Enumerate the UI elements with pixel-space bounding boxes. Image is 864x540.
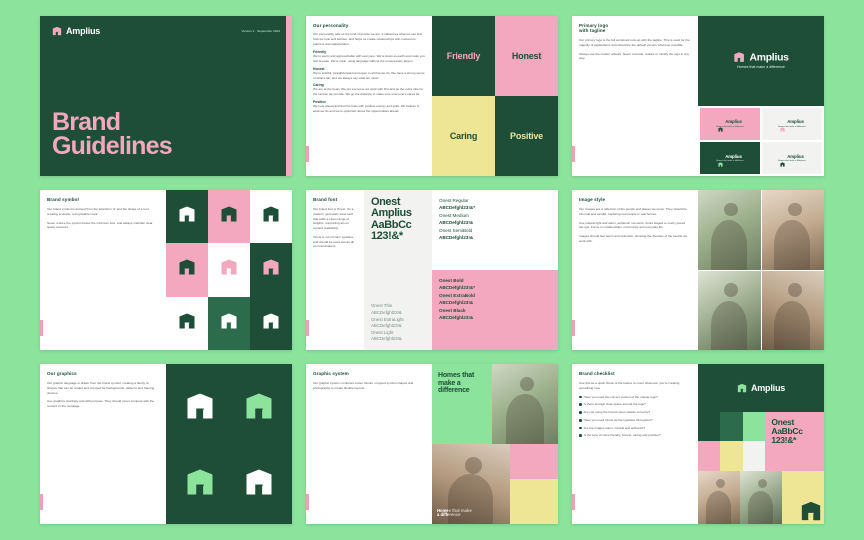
primary-logo-body: Our primary logo is the full wordmark lock-up with the tagline. This is used for the majority of applications and should be the default version wherever possible. bbox=[579, 38, 690, 47]
symbol-cell-8 bbox=[208, 297, 250, 350]
amplius-symbol-icon bbox=[262, 205, 280, 228]
weight-label-extralight: Onest ExtraLight bbox=[370, 316, 404, 322]
graphic-system-caption bbox=[437, 509, 472, 518]
image-style-label: Image style bbox=[579, 197, 606, 202]
amplius-symbol-icon bbox=[178, 312, 196, 335]
graphic-system-label: Graphic system bbox=[313, 371, 349, 376]
page-edge-tab bbox=[40, 494, 43, 510]
primary-logo-hero bbox=[698, 16, 824, 106]
checklist-type-line3: 123!&* bbox=[771, 434, 797, 445]
brand-symbol-label: Brand symbol bbox=[47, 197, 79, 202]
trait-name-3: Positive bbox=[313, 100, 327, 105]
variant-tagline-2: Homes that make a difference bbox=[716, 160, 744, 163]
brand-font-weights-page bbox=[432, 190, 558, 350]
logo-variant-grid bbox=[698, 106, 824, 176]
amplius-symbol-icon bbox=[262, 258, 280, 281]
cover-title-line2: Guidelines bbox=[52, 132, 172, 160]
graphic-shape-4 bbox=[233, 448, 284, 516]
spread-brand-symbol[interactable] bbox=[40, 190, 292, 350]
graphic-system-text-page bbox=[306, 364, 432, 524]
hero-tagline: Homes that make a difference bbox=[737, 65, 785, 70]
hero-wordmark: Amplius bbox=[749, 51, 789, 64]
weight-label-black: Onest Black bbox=[439, 307, 466, 313]
colour-swatch-3 bbox=[743, 412, 765, 441]
graphics-visual-page bbox=[166, 364, 292, 524]
checklist-visual-page bbox=[698, 364, 824, 524]
symbol-cell-4 bbox=[166, 243, 208, 296]
logo-variant-green bbox=[700, 142, 760, 174]
amplius-symbol-icon bbox=[800, 500, 822, 522]
cover-title bbox=[52, 110, 172, 158]
weight-label-regular: Onest Regular bbox=[439, 198, 469, 203]
variant-wordmark-1: Amplius bbox=[787, 119, 804, 125]
amplius-symbol-icon bbox=[220, 205, 238, 228]
hero-logo-lockup bbox=[733, 52, 788, 64]
amplius-symbol-icon bbox=[185, 467, 215, 497]
yellow-accent-panel bbox=[782, 471, 824, 524]
checklist-item bbox=[579, 433, 691, 438]
photo-thumbnail-4 bbox=[762, 271, 825, 351]
cover-page bbox=[40, 16, 292, 176]
checklist-item bbox=[579, 410, 691, 415]
weight-label-medium: Onest Medium bbox=[439, 212, 469, 218]
personality-text-page bbox=[306, 16, 432, 176]
checklist-text-page bbox=[572, 364, 698, 524]
type-specimen-line2: Amplius bbox=[370, 207, 412, 220]
photo-thumbnail-1 bbox=[698, 190, 761, 270]
brand-font-text-page bbox=[306, 190, 364, 350]
checklist-item-text: Are the images warm, natural and authentic? bbox=[583, 425, 646, 430]
checklist-item bbox=[579, 426, 691, 431]
colour-swatch-5 bbox=[720, 441, 742, 470]
symbol-cell-1 bbox=[166, 190, 208, 243]
amplius-symbol-icon bbox=[718, 119, 723, 124]
trait-desc-1: We're truthful, straightforward and open in all that we do. We have a strong sense of what's fair, and we always say what we mean. bbox=[313, 70, 425, 80]
symbol-cell-2 bbox=[208, 190, 250, 243]
image-style-body: Our images are a reflection of the people and places we serve. They should be informal and candid, capturing real people in real homes. bbox=[579, 207, 687, 216]
trait-name-1: Honest bbox=[313, 66, 325, 71]
primary-logo-label-line2: with tagline bbox=[579, 28, 606, 33]
trait-name-2: Caring bbox=[313, 83, 324, 88]
amplius-symbol-icon bbox=[52, 26, 62, 36]
bullet-icon bbox=[579, 396, 582, 399]
amplius-symbol-icon bbox=[185, 391, 215, 421]
trait-desc-2: We are at the heart. We put everyone we work with first and go the extra mile for the service we provide. We go the distance to make sure everyone's cared for. bbox=[313, 87, 424, 97]
trait-desc-3: We look ahead and find the links with positive energy and spirit. We believe in what we do and we're optimistic about the opportunities ahead. bbox=[313, 104, 420, 113]
weight-sample-black: ABCDefghl23!& bbox=[439, 315, 474, 321]
photo-thumbnail-family bbox=[492, 364, 558, 444]
caption-line1: Homes that make bbox=[437, 507, 472, 513]
checklist-item-text: Are you using the brand colour palette correctly? bbox=[583, 410, 651, 415]
graphic-system-colour-block bbox=[510, 444, 558, 524]
brand-font-label: Brand font bbox=[313, 197, 338, 202]
colour-swatch-2 bbox=[720, 412, 742, 441]
graphic-shape-2 bbox=[233, 372, 284, 440]
bullet-icon bbox=[579, 403, 582, 406]
checklist-label: Brand checklist bbox=[579, 371, 615, 376]
page-edge-tab bbox=[306, 494, 309, 510]
checklist-summary-grid bbox=[698, 364, 824, 524]
trait-desc-0: We're warm and approachable with everyone. We're down-to-earth and make you feel at ease. We're clear, using language without the unnecessary jargon. bbox=[313, 54, 425, 64]
logo-variant-white bbox=[762, 108, 822, 140]
graphics-body2: Use graphics sparingly and with purpose. They should never compete with the content or the message. bbox=[47, 399, 155, 409]
amplius-symbol-icon bbox=[220, 312, 238, 335]
amplius-symbol-icon bbox=[220, 258, 238, 281]
amplius-symbol-icon bbox=[718, 154, 723, 159]
image-style-body3: Images should feel warm and optimistic, showing the diversity of the people we work with. bbox=[579, 234, 688, 243]
type-specimen-line4: 123!&* bbox=[370, 230, 403, 243]
amplius-symbol-icon bbox=[244, 467, 274, 497]
trait-tile-friendly: Friendly bbox=[432, 16, 495, 96]
brand-symbol-body: Our brand symbol is derived from the letterform 'A' and the shape of a roof, creating a simple, recognisable mark. bbox=[47, 207, 150, 216]
weight-panels bbox=[432, 190, 558, 350]
bullet-icon bbox=[579, 419, 582, 422]
amplius-symbol-icon bbox=[244, 391, 274, 421]
trait-tile-caring: Caring bbox=[432, 96, 495, 176]
graphic-system-visual-page bbox=[432, 364, 558, 524]
type-specimen-line3: AaBbCc bbox=[370, 218, 412, 231]
type-specimen bbox=[364, 190, 432, 350]
trait-tile-honest: Honest bbox=[495, 16, 558, 96]
personality-quad-grid bbox=[432, 16, 558, 176]
checklist-item-text: Is the tone of voice friendly, honest, caring and positive? bbox=[583, 433, 661, 438]
spread-image-style[interactable] bbox=[572, 190, 824, 350]
variant-wordmark-0: Amplius bbox=[725, 119, 742, 125]
caption-line2: a difference bbox=[437, 512, 461, 518]
weight-label-bold: Onest Bold bbox=[439, 278, 464, 283]
image-style-text-page bbox=[572, 190, 698, 350]
brand-symbol-text-page bbox=[40, 190, 166, 350]
photo-thumbnail-5 bbox=[698, 471, 740, 524]
weights-regular-panel bbox=[432, 190, 558, 270]
personality-label: Our personality bbox=[313, 23, 349, 28]
weight-sample-medium: ABCDefghl23!& bbox=[439, 220, 474, 226]
brand-symbol-body2: Never reduce the symbol below the minimum size, and always maintain clear space around it. bbox=[47, 220, 153, 230]
weights-bold-panel bbox=[432, 270, 558, 350]
spread-graphic-system[interactable] bbox=[306, 364, 558, 524]
symbol-grid bbox=[166, 190, 292, 350]
graphic-system-lower bbox=[432, 444, 558, 524]
photo-thumbnail-3 bbox=[698, 271, 761, 351]
variant-tagline-1: Homes that make a difference bbox=[778, 125, 806, 128]
cover-wordmark: Amplius bbox=[66, 26, 101, 36]
checklist-item-text: Have you used Onest as the typeface throughout? bbox=[583, 417, 653, 422]
pink-accent-block bbox=[510, 444, 558, 479]
brand-font-body: Our brand font is Onest. It's a modern, geometric sans serif that adds a clean range of weights, supporting all our content readability. bbox=[313, 207, 354, 231]
spread-primary-logo[interactable] bbox=[572, 16, 824, 176]
spread-personality[interactable] bbox=[306, 16, 558, 176]
amplius-symbol-icon bbox=[737, 383, 747, 393]
type-weights-light bbox=[371, 303, 425, 343]
primary-logo-visual-page bbox=[698, 16, 824, 176]
brand-font-left bbox=[306, 190, 432, 350]
brand-font-display-page bbox=[364, 190, 432, 350]
brand-symbol-grid-page bbox=[166, 190, 292, 350]
variant-tagline-3: Homes that make a difference bbox=[778, 160, 806, 163]
weight-sample-semibold: ABCDefghl23!& bbox=[439, 235, 474, 241]
checklist-logo-panel bbox=[698, 364, 824, 412]
weight-label-semibold: Onest SemiBold bbox=[439, 227, 473, 233]
spread-brand-checklist[interactable] bbox=[572, 364, 824, 524]
graphics-label: Our graphics bbox=[47, 371, 77, 376]
checklist-body: Use this as a quick check of the basics to cover whenever you're creating something new. bbox=[579, 381, 680, 390]
variant-tagline-0: Homes that make a difference bbox=[716, 125, 744, 128]
amplius-symbol-icon bbox=[780, 119, 785, 124]
variant-wordmark-3: Amplius bbox=[787, 153, 804, 159]
colour-swatch-grid bbox=[698, 412, 765, 471]
amplius-symbol-icon bbox=[262, 312, 280, 335]
checklist-item-text: Is there enough clear space around the logo? bbox=[583, 402, 646, 407]
symbol-cell-5 bbox=[208, 243, 250, 296]
symbol-cell-6 bbox=[250, 243, 292, 296]
weight-sample-extralight: ABCDefghl23!& bbox=[370, 323, 402, 329]
weight-label-thin: Onest Thin bbox=[370, 303, 393, 309]
checklist-item bbox=[579, 402, 691, 407]
primary-logo-body2: Always use the master artwork. Never recreate, redraw or modify the logo in any way. bbox=[579, 51, 690, 61]
graphics-shape-grid bbox=[166, 364, 292, 524]
image-style-photos-page bbox=[698, 190, 824, 350]
weight-label-light: Onest Light bbox=[370, 329, 394, 335]
page-edge-tab bbox=[306, 320, 309, 336]
type-specimen-line1: Onest bbox=[370, 196, 401, 208]
checklist-colour-type-row bbox=[698, 412, 824, 471]
image-style-body2: Use natural light and warm, authentic moments. Avoid staged or overly posed set-ups. Focus on relationships, community and everyday life. bbox=[579, 220, 686, 230]
checklist-type-panel bbox=[765, 412, 824, 471]
graphics-text-page bbox=[40, 364, 166, 524]
spread-our-graphics[interactable] bbox=[40, 364, 292, 524]
weight-sample-regular: ABCDefghl23!&* bbox=[439, 205, 475, 211]
page-edge-tab bbox=[572, 146, 575, 162]
colour-swatch-6 bbox=[743, 441, 765, 470]
bullet-icon bbox=[579, 411, 582, 414]
photo-thumbnail-2 bbox=[762, 190, 825, 270]
colour-swatch-4 bbox=[698, 441, 720, 470]
graphic-shape-3 bbox=[174, 448, 225, 516]
checklist-photo-row bbox=[698, 471, 824, 524]
symbol-cell-3 bbox=[250, 190, 292, 243]
brand-font-body2: Onest is our primary typeface and should be used across all communications. bbox=[313, 234, 354, 249]
weight-sample-thin: ABCDefghl23!& bbox=[370, 309, 402, 315]
graphic-system-headline: Homes that make a difference bbox=[438, 372, 475, 395]
cover-title-line1: Brand bbox=[52, 108, 121, 136]
amplius-symbol-icon bbox=[178, 258, 196, 281]
personality-tiles-page bbox=[432, 16, 558, 176]
cover-version: Version 1 · September 2024 bbox=[241, 29, 280, 33]
amplius-symbol-icon bbox=[733, 52, 745, 64]
checklist-type-line1: Onest bbox=[771, 416, 794, 427]
photo-grid bbox=[698, 190, 824, 350]
checklist-type-line2: AaBbCc bbox=[771, 425, 803, 436]
symbol-cell-9 bbox=[250, 297, 292, 350]
spread-brand-font[interactable] bbox=[306, 190, 558, 350]
trait-tile-positive: Positive bbox=[495, 96, 558, 176]
personality-intro: Our personality tells us the kind of people we are. It influences what we say and how we look and behave, and helps us create relationships with customers, partners and stakeholders. bbox=[313, 32, 423, 46]
photo-thumbnail-6 bbox=[740, 471, 782, 524]
checklist-wordmark: Amplius bbox=[750, 382, 786, 393]
amplius-symbol-icon bbox=[780, 154, 785, 159]
page-edge-tab bbox=[40, 320, 43, 336]
bullet-icon bbox=[579, 434, 582, 437]
page-edge-tab bbox=[306, 146, 309, 162]
logo-variant-white-2 bbox=[762, 142, 822, 174]
graphic-shape-1 bbox=[174, 372, 225, 440]
page-edge-tab bbox=[572, 494, 575, 510]
amplius-symbol-icon bbox=[178, 205, 196, 228]
checklist-item bbox=[579, 418, 691, 423]
spread-cover[interactable] bbox=[40, 16, 292, 176]
weight-sample-extrabold: ABCDefghl23!& bbox=[439, 300, 474, 306]
graphics-body: Our graphic language is drawn from the brand symbol, creating a family of shapes that can be scaled and cropped for backgrounds, patterns and framing devices. bbox=[47, 381, 155, 395]
symbol-cell-7 bbox=[166, 297, 208, 350]
primary-logo-label-line1: Primary logo bbox=[579, 23, 609, 28]
graphic-system-layout bbox=[432, 364, 558, 524]
bullet-icon bbox=[579, 427, 582, 430]
checklist-item-text: Have you used the correct version of the master logo? bbox=[583, 394, 658, 399]
primary-logo-text-page bbox=[572, 16, 698, 176]
variant-wordmark-2: Amplius bbox=[725, 153, 742, 159]
page-edge-tab bbox=[572, 320, 575, 336]
colour-swatch-1 bbox=[698, 412, 720, 441]
photo-thumbnail-dog bbox=[432, 444, 510, 524]
checklist-item bbox=[579, 395, 691, 400]
logo-variant-pink bbox=[700, 108, 760, 140]
checklist-logo-lockup bbox=[737, 383, 785, 393]
weight-label-extrabold: Onest ExtraBold bbox=[439, 292, 475, 298]
cover-spine bbox=[286, 16, 292, 176]
weight-sample-bold: ABCDefghl23!&* bbox=[439, 285, 475, 291]
graphic-system-body: Our graphic system combines colour blocks, cropped symbol shapes and photography to create flexible layouts. bbox=[313, 381, 414, 390]
graphic-system-hero bbox=[432, 364, 558, 444]
trait-name-0: Friendly bbox=[313, 50, 327, 55]
weight-sample-light: ABCDefghl23!& bbox=[370, 336, 402, 342]
